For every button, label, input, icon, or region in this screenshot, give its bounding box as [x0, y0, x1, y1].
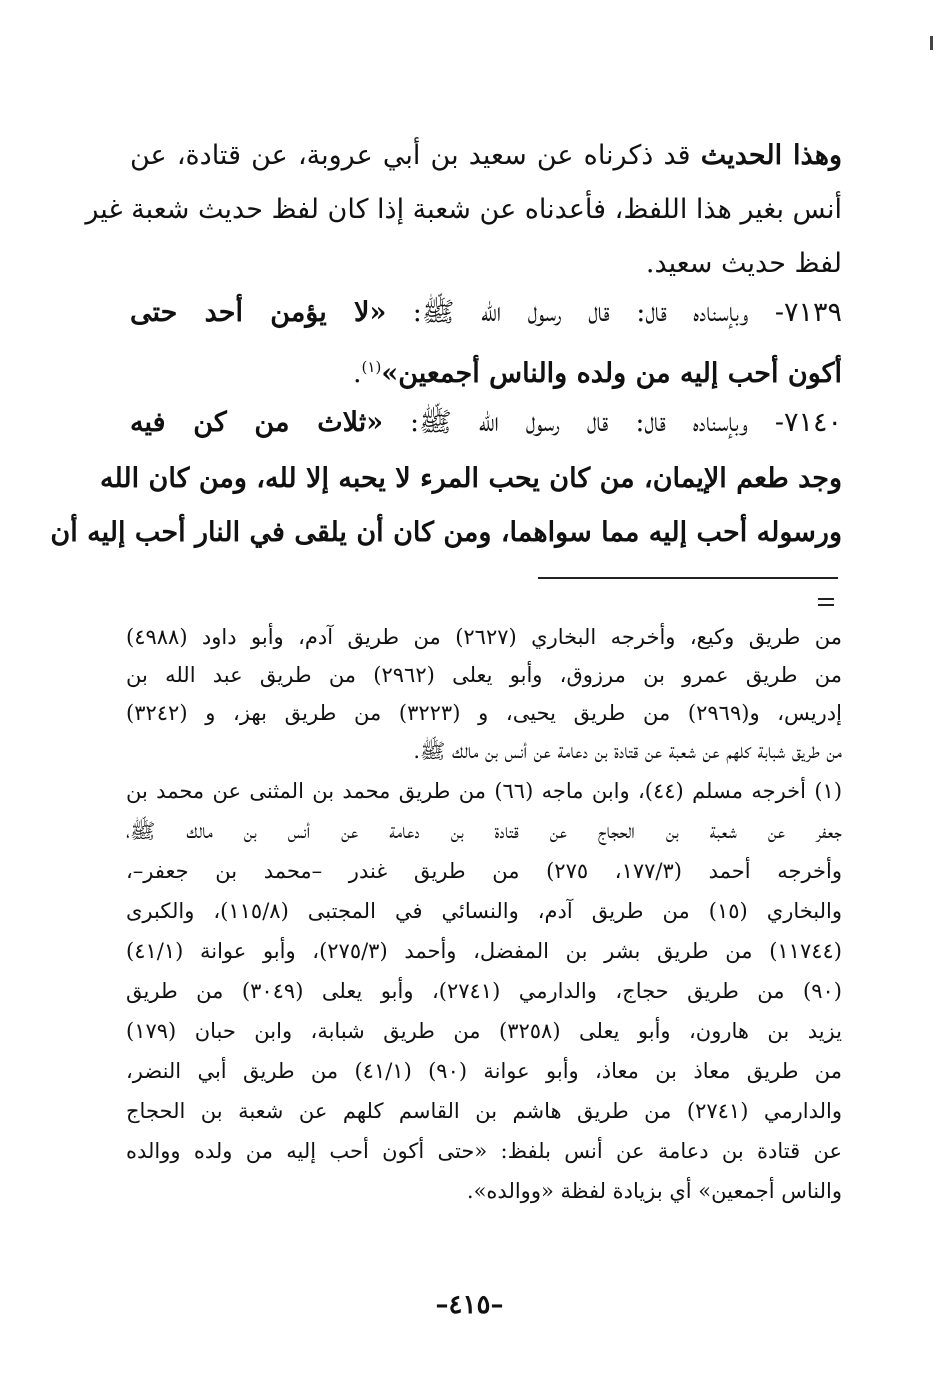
- main-line-1-text: قد ذكرناه عن سعيد بن أبي عروبة، عن قتادة، عن: [130, 140, 701, 171]
- main-line-3: لفظ حديث سعيد.: [645, 248, 842, 279]
- footnote-line: (٩٠) من طريق حجاج، والدارمي (٢٧٤١)، وأبو يعلى (٣٠٤٩) من طريق: [126, 979, 842, 1003]
- hadith-7139-matn-2: أكون أحب إليه من ولده والناس أجمعين»: [381, 358, 842, 389]
- footnote-ref-1[interactable]: (١): [361, 358, 382, 376]
- main-line-1: [130, 136, 842, 176]
- hadith-7140-line-1: [130, 403, 842, 443]
- hadith-7139-line-2: [130, 347, 842, 394]
- hadith-7139-line-1: [130, 293, 842, 333]
- hadith-7140-intro: ٧١٤٠- وبإسناده قال: قال رسول الله ﷺ:: [383, 407, 842, 438]
- footnote-line: من طريق وكيع، وأخرجه البخاري (٢٦٢٧) من طريق آدم، وأبو داود (٤٩٨٨): [126, 625, 842, 649]
- scan-edge-mark: [930, 36, 933, 50]
- footnote-1-line: (١) أخرجه مسلم (٤٤)، وابن ماجه (٦٦) من طريق محمد بن المثنى عن محمد بن: [126, 779, 843, 803]
- footnote-line: جعفر عن شعبة بن الحجاج عن قتادة بن دعامة عن أنس بن مالك ﷺ،: [126, 819, 842, 843]
- hadith-7139-end: .: [352, 358, 362, 389]
- main-line-2: أنس بغير هذا اللفظ، فأعدناه عن شعبة إذا كان لفظ حديث شعبة غير: [85, 194, 842, 225]
- hadith-7140-line-2: وجد طعم الإيمان، من كان يحب المرء لا يحبه إلا لله، ومن كان الله: [99, 463, 842, 494]
- footnote-separator: [538, 577, 838, 579]
- emphasis-text: وهذا الحديث: [700, 140, 842, 171]
- footnote-line: من طريق معاذ بن معاذ، وأبو عوانة (٩٠) (٤١/١) من طريق أبي النضر،: [126, 1059, 842, 1083]
- hadith-7140-line-3: ورسوله أحب إليه مما سواهما، ومن كان أن يلقى في النار أحب إليه أن: [50, 517, 842, 548]
- hadith-7140-matn-1: «ثلاث من كن فيه: [130, 407, 384, 438]
- continuation-mark: [818, 598, 834, 610]
- footnote-line: إدريس، و(٢٩٦٩) من طريق يحيى، و (٣٢٢٣) من طريق بهز، و (٣٢٤٢): [126, 701, 842, 725]
- footnote-line: من طريق شبابة كلهم عن شعبة عن قتادة بن دعامة عن أنس بن مالك ﷺ.: [413, 739, 842, 763]
- footnote-line: والدارمي (٢٧٤١) من طريق هاشم بن القاسم كلهم عن شعبة بن الحجاج: [126, 1099, 842, 1123]
- hadith-7139-matn-1: «لا يؤمن أحد حتى: [130, 297, 387, 328]
- footnote-line: عن قتادة بن دعامة عن أنس بلفظ: «حتى أكون أحب إليه من ولده ووالده: [126, 1139, 842, 1163]
- footnote-line: وأخرجه أحمد (١٧٧/٣، ٢٧٥) من طريق غندر –محمد بن جعفر–،: [126, 859, 842, 883]
- footnote-line: (١١٧٤٤) من طريق بشر بن المفضل، وأحمد (٢٧٥/٣)، وأبو عوانة (٤١/١): [126, 939, 842, 963]
- footnote-line: من طريق عمرو بن مرزوق، وأبو يعلى (٢٩٦٢) من طريق عبد الله بن: [126, 663, 842, 687]
- hadith-7139-intro: ٧١٣٩- وبإسناده قال: قال رسول الله ﷺ:: [386, 297, 842, 328]
- page-number: –٤١٥–: [435, 1290, 504, 1320]
- footnote-line: يزيد بن هارون، وأبو يعلى (٣٢٥٨) من طريق شبابة، وابن حبان (١٧٩): [126, 1019, 842, 1043]
- footnote-line: والبخاري (١٥) من طريق آدم، والنسائي في المجتبى (١١٥/٨)، والكبرى: [126, 899, 842, 923]
- footnote-line: والناس أجمعين» أي بزيادة لفظة «ووالده».: [466, 1179, 842, 1203]
